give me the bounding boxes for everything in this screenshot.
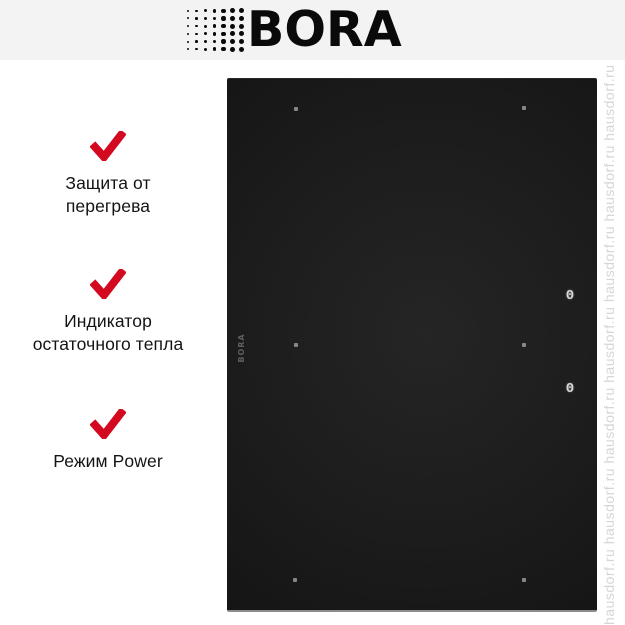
checkmark-icon bbox=[90, 131, 126, 161]
alignment-dot bbox=[522, 578, 526, 582]
feature-label-line: Режим Power bbox=[53, 451, 163, 471]
cooktop-image bbox=[227, 78, 597, 612]
feature-item-overheat-protection bbox=[0, 131, 216, 218]
feature-label bbox=[0, 450, 216, 473]
feature-label-line: перегрева bbox=[65, 196, 151, 216]
alignment-dot bbox=[522, 343, 526, 347]
feature-label-line: Защита от bbox=[65, 173, 151, 193]
feature-label bbox=[0, 172, 216, 218]
brand-name: BORA bbox=[247, 1, 402, 58]
segment-display: 0 bbox=[565, 288, 575, 304]
brand-header bbox=[0, 0, 625, 60]
feature-item-residual-heat bbox=[0, 269, 216, 356]
cooktop-brand-marking: BORA bbox=[237, 333, 246, 363]
segment-display: 0 bbox=[565, 381, 575, 397]
checkmark-icon bbox=[90, 269, 126, 299]
feature-label-line: Индикатор bbox=[64, 311, 152, 331]
bora-logo bbox=[183, 1, 402, 58]
checkmark-icon bbox=[90, 409, 126, 439]
alignment-dot bbox=[293, 578, 297, 582]
dot-matrix-icon bbox=[183, 7, 246, 53]
alignment-dot bbox=[522, 106, 526, 110]
feature-item-power-mode bbox=[0, 409, 216, 473]
alignment-dot bbox=[294, 343, 298, 347]
feature-label bbox=[0, 310, 216, 356]
watermark-text: hausdorf.ru hausdorf.ru hausdorf.ru hausdorf.ru hausdorf.ru hausdorf.ru hausdorf.ru bbox=[601, 64, 617, 625]
alignment-dot bbox=[294, 107, 298, 111]
feature-label-line: остаточного тепла bbox=[32, 334, 184, 354]
